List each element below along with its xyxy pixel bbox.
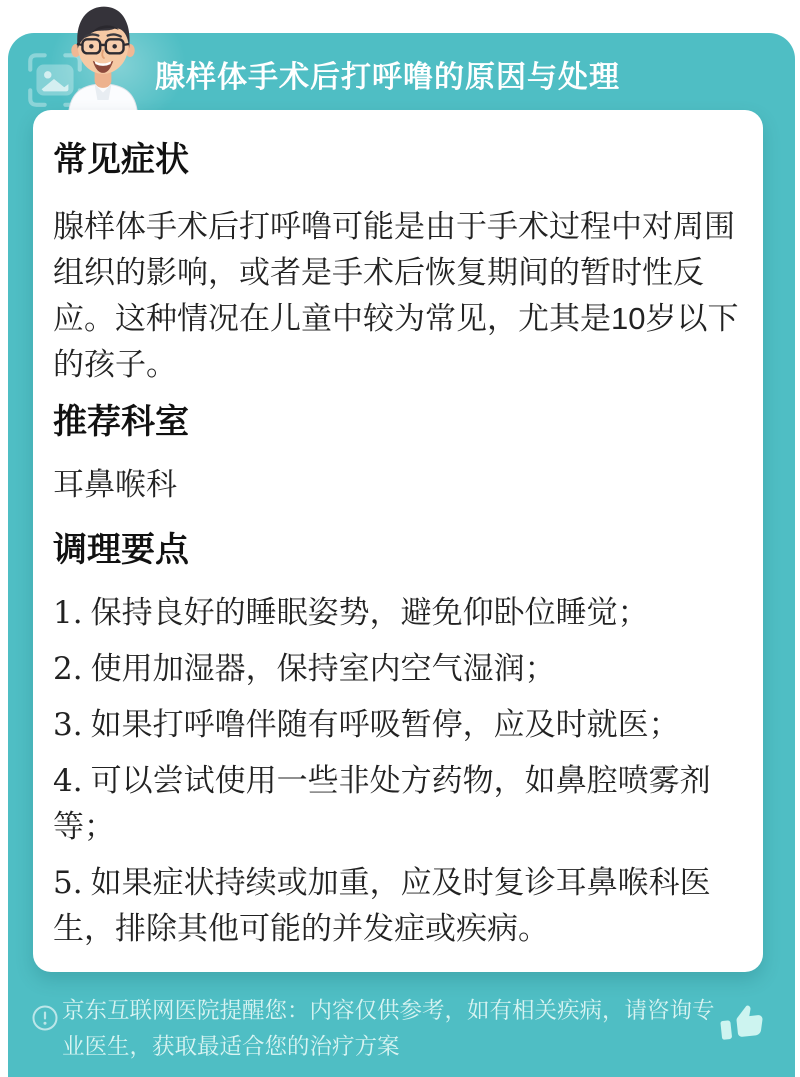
tip-item (53, 758, 743, 850)
disclaimer-footer (0, 985, 800, 1077)
symptoms-paragraph: 腺样体手术后打呼噜可能是由于手术过程中对周围组织的影响，或者是手术后恢复期间的暂时性反应。这种情况在儿童中较为常见，尤其是10岁以下的孩子。 (53, 209, 739, 382)
page-title: 腺样体手术后打呼噜的原因与处理 (155, 61, 620, 94)
tip-text: 保持良好的睡眠姿势，避免仰卧位睡觉； (90, 595, 649, 630)
tip-item (53, 702, 743, 748)
department-value: 耳鼻喉科 (53, 467, 177, 502)
tip-text: 如果症状持续或加重，应及时复诊耳鼻喉科医生，排除其他可能的并发症或疾病。 (53, 865, 711, 946)
tip-text: 如果打呼噜伴随有呼吸暂停，应及时就医； (90, 707, 680, 742)
thumbs-up-icon[interactable] (716, 995, 771, 1050)
tip-item (53, 860, 743, 952)
content-card (33, 110, 763, 972)
tip-number: 5. (53, 865, 83, 901)
info-icon (31, 1004, 59, 1032)
tip-text: 可以尝试使用一些非处方药物，如鼻腔喷雾剂等； (53, 763, 711, 844)
tip-number: 2. (53, 651, 83, 687)
doctor-avatar (50, 2, 156, 114)
disclaimer-text: 京东互联网医院提醒您：内容仅供参考，如有相关疾病，请咨询专业医生，获取最适合您的治疗方案 (62, 998, 715, 1059)
tip-number: 3. (53, 707, 83, 743)
tip-number: 1. (53, 595, 83, 631)
tips-list (53, 590, 743, 952)
tip-item (53, 590, 743, 636)
tip-item (53, 646, 743, 692)
section-heading-tips: 调理要点 (53, 531, 189, 569)
section-heading-department: 推荐科室 (53, 403, 189, 441)
tip-number: 4. (53, 763, 83, 799)
tip-text: 使用加湿器，保持室内空气湿润； (90, 651, 556, 686)
section-heading-symptoms: 常见症状 (53, 141, 189, 179)
